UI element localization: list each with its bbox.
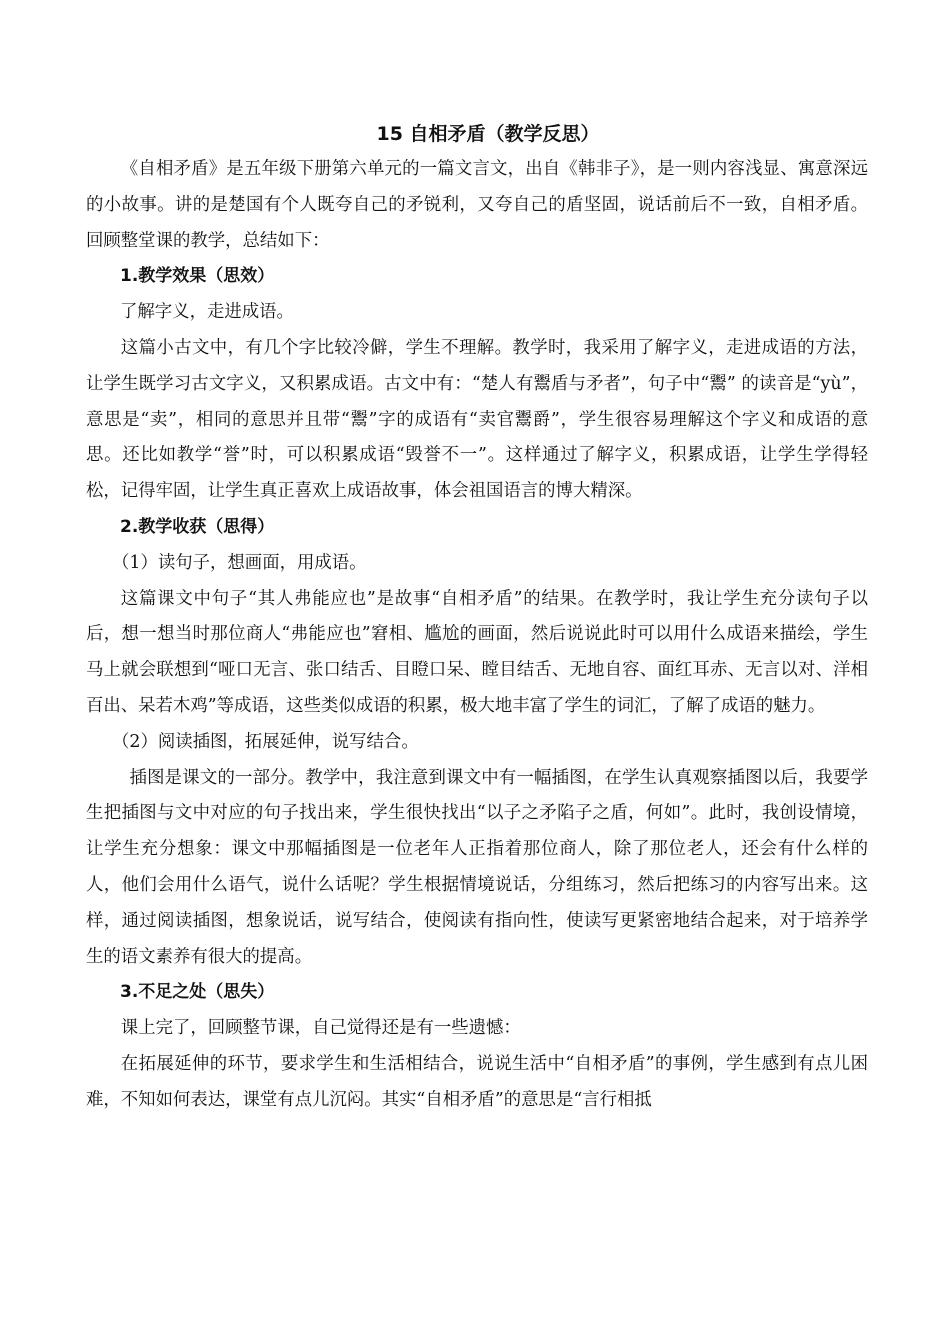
section-2-body-2: 插图是课文的一部分。教学中，我注意到课文中有一幅插图，在学生认真观察插图以后，我要学生把插图与文中对应的句子找出来，学生很快找出“以子之矛陷子之盾，何如”。此时，我创设情境，让学生充分想象：课文中那幅插图是一位老年人正指着那位商人，除了那位老人，还会有什么样的人，他们会用什么语气，说什么话呢？学生根据情境说话，分组练习，然后把练习的内容写出来。这样，通过阅读插图，想象说话，说写结合，使阅读有指向性，使读写更紧密地结合起来，对于培养学生的语文素养有很大的提高。 [86,767,868,967]
section-3-heading: 3.不足之处（思失） [120,982,275,1003]
section-3-body-1: 课上完了，回顾整节课，自己觉得还是有一些遗憾： [120,1018,521,1039]
intro-paragraph: 《自相矛盾》是五年级下册第六单元的一篇文言文，出自《韩非子》，是一则内容浅显、寓意深远的小故事。讲的是楚国有个人既夸自己的矛锐利，又夸自己的盾坚固，说话前后不一致，自相矛盾。回顾整堂课的教学，总结如下： [86,159,868,251]
section-1-heading: 1.教学效果（思效） [120,266,275,287]
section-2-body-1: 这篇课文中句子“其人弗能应也”是故事“自相矛盾”的结果。在教学时，我让学生充分读句子以后，想一想当时那位商人“弗能应也”窘相、尴尬的画面，然后说说此时可以用什么成语来描绘，学生马上就会联想到“哑口无言、张口结舌、目瞪口呆、瞠目结舌、无地自容、面红耳赤、无言以对、洋相百出、呆若木鸡”等成语，这些类似成语的积累，极大地丰富了学生的词汇，了解了成语的魅力。 [86,588,868,716]
page-title: 15 自相矛盾（教学反思） [376,123,600,145]
section-2-sub-2: （2）阅读插图，拓展延伸，说写结合。 [112,731,419,752]
document-page [86,116,868,1119]
section-1-body: 这篇小古文中，有几个字比较冷僻，学生不理解。教学时，我采用了解字义，走进成语的方法，让学生既学习古文字义，又积累成语。古文中有：“楚人有鬻盾与矛者”，句子中“鬻” 的读音是“yù”，意思是“卖”，相同的意思并且带“鬻”字的成语有“卖官鬻爵”，学生很容易理解这个字义和成语的意思。还比如教学“誉”时，可以积累成语“毁誉不一”。这样通过了解字义，积累成语，让学生学得轻松，记得牢固，让学生真正喜欢上成语故事，体会祖国语言的博大精深。 [86,337,868,502]
section-1-subtitle: 了解字义，走进成语。 [120,302,294,323]
section-3-body-2: 在拓展延伸的环节，要求学生和生活相结合，说说生活中“自相矛盾”的事例，学生感到有点儿困难，不知如何表达，课堂有点儿沉闷。其实“自相矛盾”的意思是“言行相抵 [86,1053,868,1110]
section-2-heading: 2.教学收获（思得） [120,516,275,537]
section-2-sub-1: （1）读句子，想画面，用成语。 [112,552,367,573]
